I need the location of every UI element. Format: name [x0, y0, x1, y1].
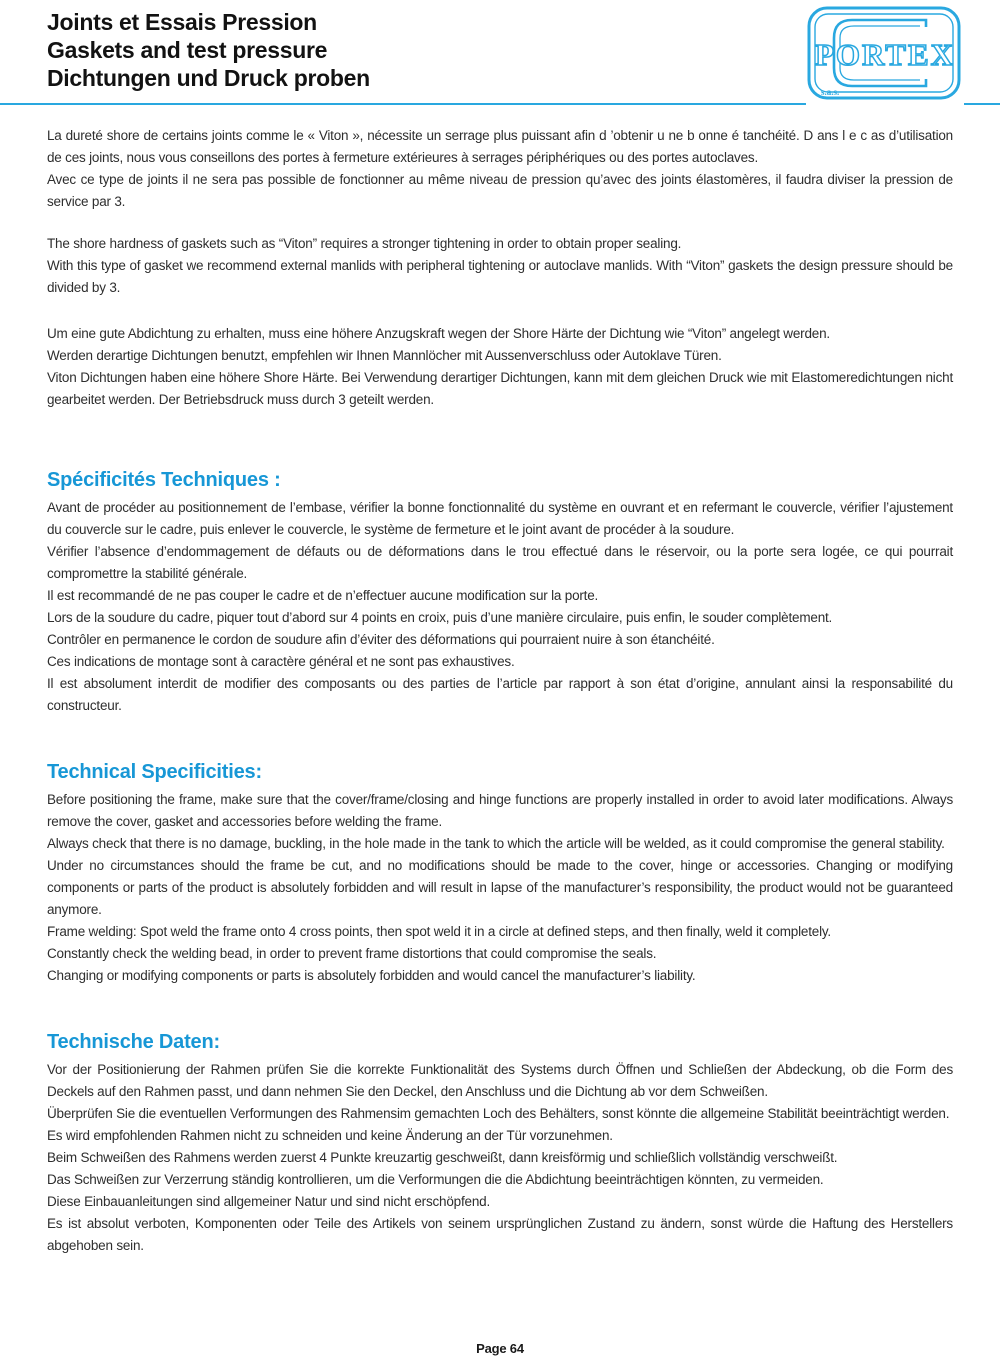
page-number: Page 64 [476, 1341, 524, 1356]
logo-brand-text: PORTEX [814, 37, 956, 72]
paragraph-line: Überprüfen Sie die eventuellen Verformungen des Rahmensim gemachten Loch des Behälters, sonst könnte die allgemeine Stabilität beeinträchtigt werden. [47, 1106, 950, 1121]
intro-paragraph-english [47, 233, 953, 299]
portex-logo [806, 5, 964, 112]
paragraph-line: Werden derartige Dichtungen benutzt, empfehlen wir Ihnen Mannlöcher mit Aussenverschluss oder Autoklave Türen. [47, 348, 722, 363]
intro-paragraph-german [47, 323, 953, 411]
title-line-english: Gaskets and test pressure [47, 37, 328, 63]
section-heading-english: Technical Specificities: [47, 761, 262, 783]
paragraph-line: Viton Dichtungen haben eine höhere Shore Härte. Bei Verwendung derartiger Dichtungen, kann mit dem gleichen Druck wie mit Elastomeredichtungen nicht gearbeitet werden. Der Betriebsdruck muss durch 3 geteilt werden. [47, 370, 953, 407]
section-heading-french: Spécificités Techniques : [47, 469, 281, 491]
section-technische-daten [47, 1029, 953, 1257]
page-header [0, 0, 1000, 110]
paragraph-line: Always check that there is no damage, buckling, in the hole made in the tank to which the article will be welded, as it could compromise the general stability. [47, 836, 945, 851]
title-line-french: Joints et Essais Pression [47, 9, 317, 35]
paragraph-line: The shore hardness of gaskets such as “Viton” requires a stronger tightening in order to obtain proper sealing. [47, 236, 682, 251]
section-heading-german: Technische Daten: [47, 1031, 220, 1053]
paragraph-line: Il est absolument interdit de modifier des composants ou des parties de l’article par rapport à son état d’origine, annulant ainsi la responsabilité du constructeur. [47, 676, 953, 713]
paragraph-line: Before positioning the frame, make sure that the cover/frame/closing and hinge functions are properly installed in order to avoid later modifications. Always remove the cover, gasket and accessories before welding the frame. [47, 792, 953, 829]
paragraph-line: Beim Schweißen des Rahmens werden zuerst 4 Punkte kreuzartig geschweißt, dann kreisförmig und schließlich vollständig verschweißt. [47, 1150, 838, 1165]
paragraph-line: Frame welding: Spot weld the frame onto 4 cross points, then spot weld it in a circle at defined steps, and then finally, weld it completely. [47, 924, 831, 939]
paragraph-line: Il est recommandé de ne pas couper le cadre et de n’effectuer aucune modification sur la porte. [47, 588, 599, 603]
paragraph-line: Constantly check the welding bead, in order to prevent frame distortions that could compromise the seals. [47, 946, 657, 961]
paragraph-line: Avec ce type de joints il ne sera pas possible de fonctionner au même niveau de pression qu’avec des joints élastomères, il faudra diviser la pression de service par 3. [47, 172, 953, 209]
paragraph-line: Lors de la soudure du cadre, piquer tout d’abord sur 4 points en croix, puis d’une manière circulaire, puis enfin, le souder complètement. [47, 610, 833, 625]
paragraph-line: La dureté shore de certains joints comme le « Viton », nécessite un serrage plus puissant afin d ’obtenir u ne b onne é tanchéité. D ans l e c as d’utilisation de ces joints, nous vous conseillons des portes à fermeture extérieures à serrages périphériques ou des portes autoclaves. [47, 128, 953, 165]
paragraph-line: Vor der Positionierung der Rahmen prüfen Sie die korrekte Funktionalität des Systems durch Öffnen und Schließen der Abdeckung, ob die Form des Deckels auf den Rahmen passt, und dann nehmen Sie den Deckel, den Anschluss und die Dichtung ab vor dem Schweißen. [47, 1062, 953, 1099]
portex-logo-graphic [806, 5, 964, 107]
paragraph-line: Um eine gute Abdichtung zu erhalten, muss eine höhere Anzugskraft wegen der Shore Härte der Dichtung wie “Viton” angelegt werden. [47, 326, 830, 341]
title-line-german: Dichtungen und Druck proben [47, 65, 370, 91]
paragraph-line: With this type of gasket we recommend external manlids with peripheral tightening or autoclave manlids. With “Viton” gaskets the design pressure should be divided by 3. [47, 258, 953, 295]
paragraph-line: Under no circumstances should the frame be cut, and no modifications should be made to the cover, hinge or accessories. Changing or modifying components or parts of the product is absolutely forbidden and will result in lapse of the manufacturer’s responsibility, the product would not be guaranteed anymore. [47, 858, 953, 917]
paragraph-line: Es wird empfohlenden Rahmen nicht zu schneiden und keine Änderung an der Tür vorzunehmen. [47, 1128, 613, 1143]
section-technical-specificities [47, 759, 953, 987]
paragraph-line: Das Schweißen zur Verzerrung ständig kontrollieren, um die Verformungen die die Abdichtung beeinträchtigen könnten, zu vermeiden. [47, 1172, 824, 1187]
paragraph-line: Changing or modifying components or parts is absolutely forbidden and would cancel the manufacturer’s liability. [47, 968, 696, 983]
page-footer [0, 1341, 1000, 1356]
section-specificites-techniques [47, 467, 953, 717]
document-body [47, 125, 953, 1299]
paragraph-line: Contrôler en permanence le cordon de soudure afin d’éviter des déformations qui pourraient nuire à son étanchéité. [47, 632, 715, 647]
paragraph-line: Es ist absolut verboten, Komponenten oder Teile des Artikels von seinem ursprünglichen Zustand zu ändern, sonst würde die Haftung des Herstellers abgehoben sein. [47, 1216, 953, 1253]
paragraph-line: Vérifier l’absence d’endommagement de défauts ou de déformations dans le trou effectué dans le réservoir, ou la porte sera logée, ce qui pourrait compromettre la stabilité générale. [47, 544, 953, 581]
intro-paragraph-french [47, 125, 953, 213]
paragraph-line: Diese Einbauanleitungen sind allgemeiner Natur und sind nicht erschöpfend. [47, 1194, 490, 1209]
paragraph-line: Avant de procéder au positionnement de l’embase, vérifier la bonne fonctionnalité du système en ouvrant et en refermant le couvercle, vérifier l’ajustement du couvercle sur le cadre, puis enlever le couvercle, le système de fermeture et le joint avant de procéder à la soudure. [47, 500, 953, 537]
logo-suffix-text: s.a.s. [821, 87, 840, 97]
page-title [47, 8, 370, 92]
paragraph-line: Ces indications de montage sont à caractère général et ne sont pas exhaustives. [47, 654, 515, 669]
